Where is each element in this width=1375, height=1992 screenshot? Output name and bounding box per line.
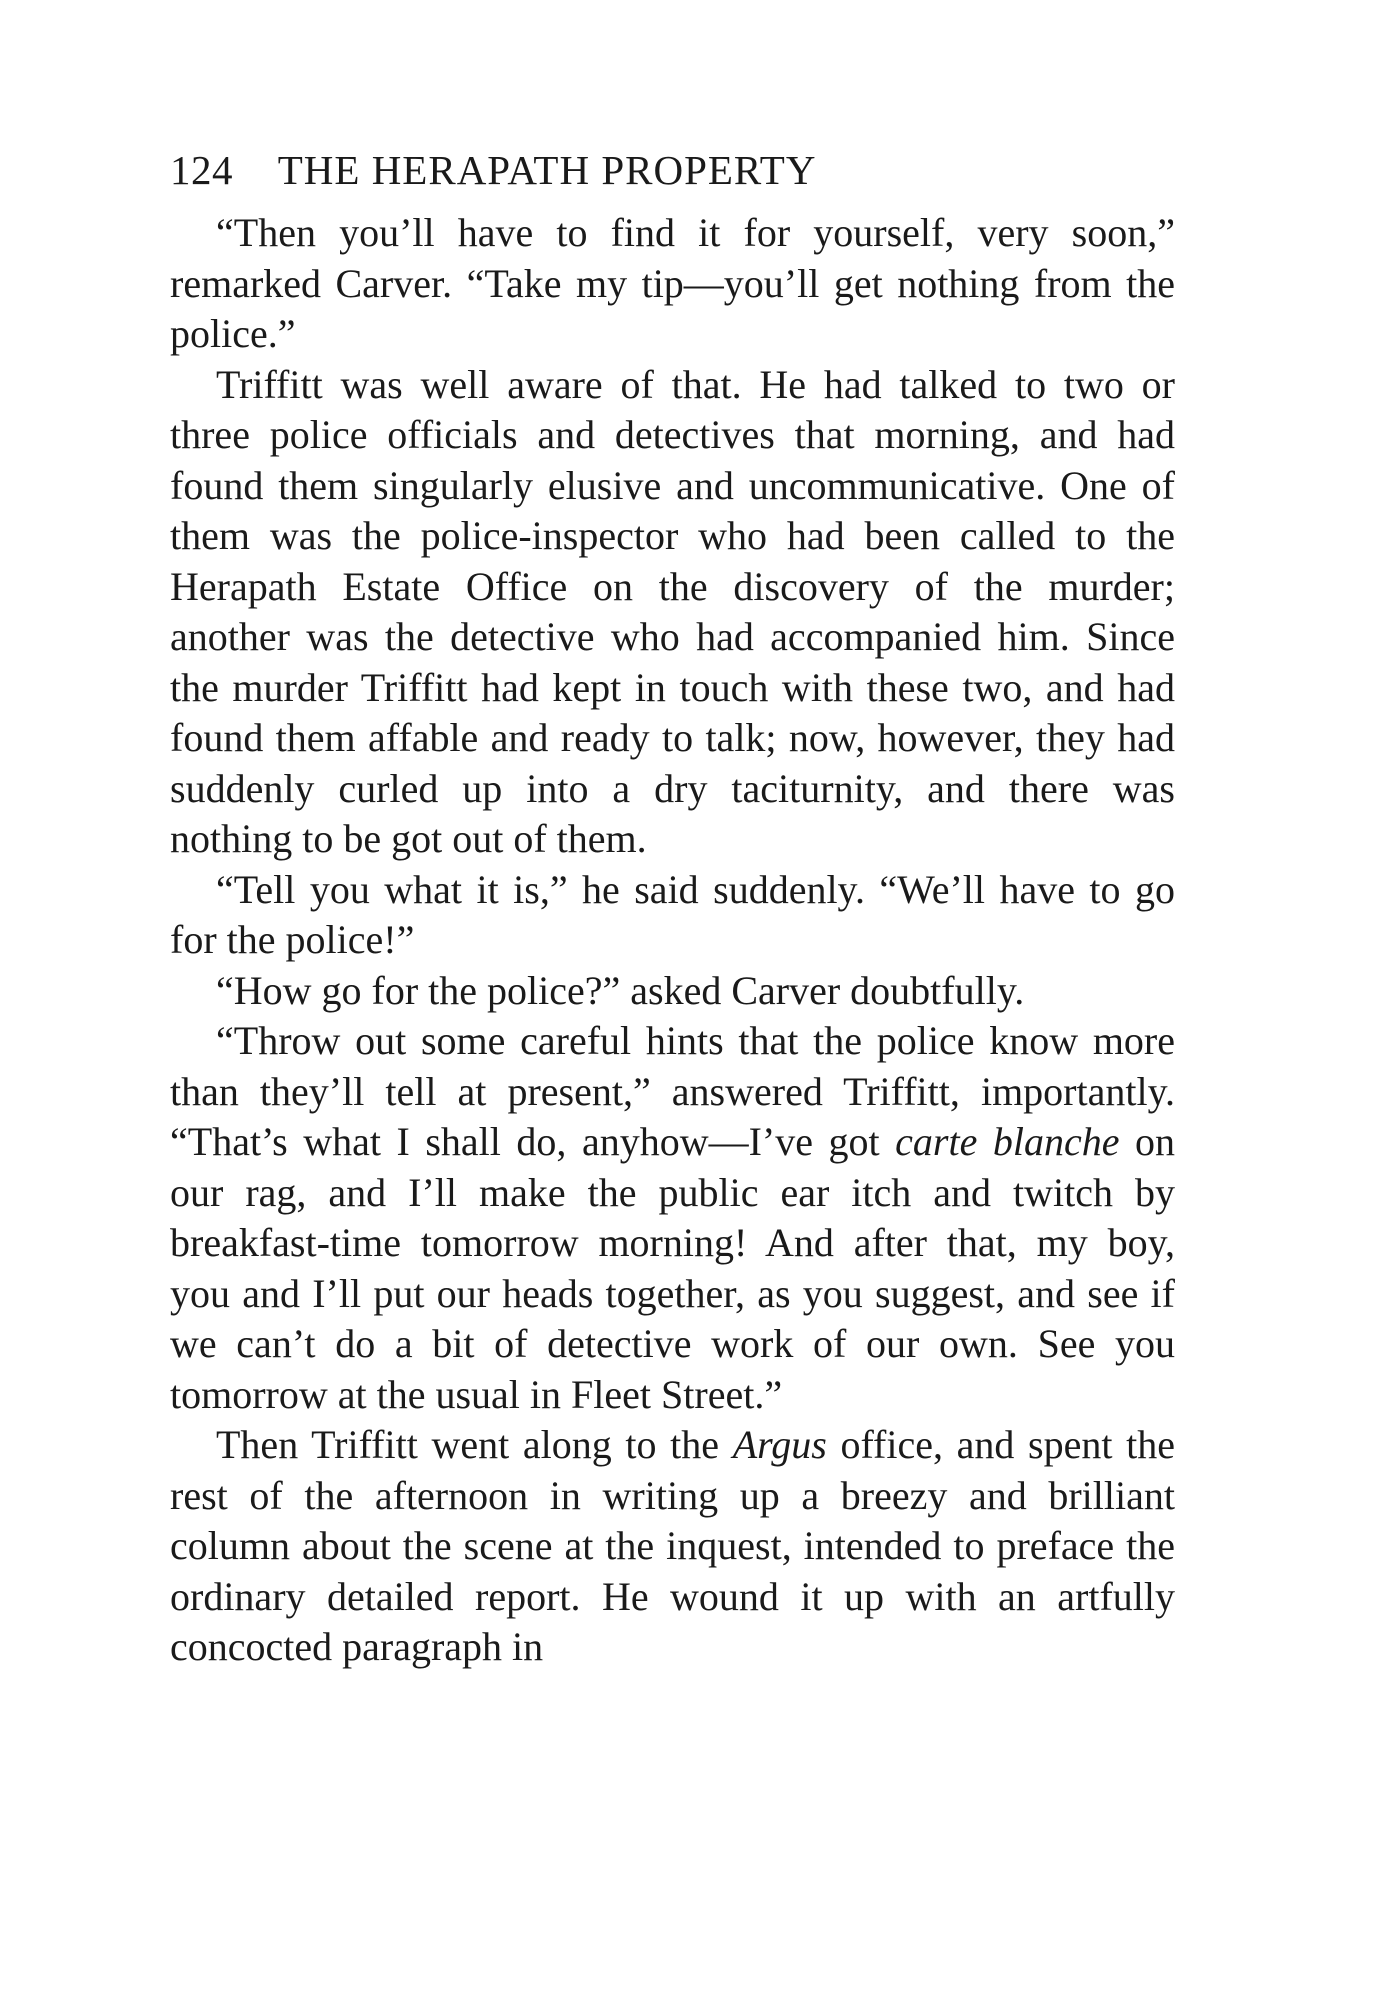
text-run: Triffitt was well aware of that. He had talked to two or three police officials and detectives that morning, and had found them singularly elusive and uncommunicative. One of them was the police-inspector who had been called to the Herapath Estate Office on the discovery of the murder; another was the detective who had accompanied him. Since the murder Triffitt had kept in touch with these two, and had found them affable and ready to talk; now, however, they had suddenly curled up into a dry taciturnity, and there was nothing to be got out of them. — [170, 361, 1175, 861]
text-run: “Throw out some careful hints that the police know more than they’ll tell at present,” answered Triffitt, importantly. “That’s what I shall do, anyhow—I’ve got — [170, 1018, 1175, 1164]
italic-text: carte blanche — [895, 1119, 1120, 1164]
paragraph — [170, 360, 1175, 865]
paragraph — [170, 208, 1175, 360]
text-run: on our rag, and I’ll make the public ear itch and twitch by breakfast-time tomorrow morning! And after that, my boy, you and I’ll put our heads together, as you suggest, and see if we can’t do a bit of detective work of our own. See you tomorrow at the usual in Fleet Street.” — [170, 1119, 1175, 1417]
text-run: “Tell you what it is,” he said suddenly. “We’ll have to go for the police!” — [170, 866, 1175, 962]
running-head — [170, 140, 1175, 200]
text-run: “How go for the police?” asked Carver doubtfully. — [216, 967, 1025, 1013]
book-page — [170, 140, 1175, 1673]
paragraph — [170, 966, 1175, 1017]
paragraph — [170, 1420, 1175, 1673]
text-run: office, and spent the rest of the afternoon in writing up a breezy and brilliant column about the scene at the inquest, intended to preface the ordinary detailed report. He wound it up with an artfully concocted paragraph in — [170, 1422, 1175, 1669]
paragraph — [170, 865, 1175, 966]
page-number: 124 — [170, 147, 233, 193]
text-run: “Then you’ll have to find it for yourself, very soon,” remarked Carver. “Take my tip—you’ll get nothing from the police.” — [170, 210, 1175, 356]
body-text — [170, 208, 1175, 1673]
text-run: Then Triffitt went along to the — [216, 1422, 733, 1467]
paragraph — [170, 1016, 1175, 1420]
running-title: THE HERAPATH PROPERTY — [277, 147, 817, 193]
italic-text: Argus — [732, 1422, 827, 1467]
